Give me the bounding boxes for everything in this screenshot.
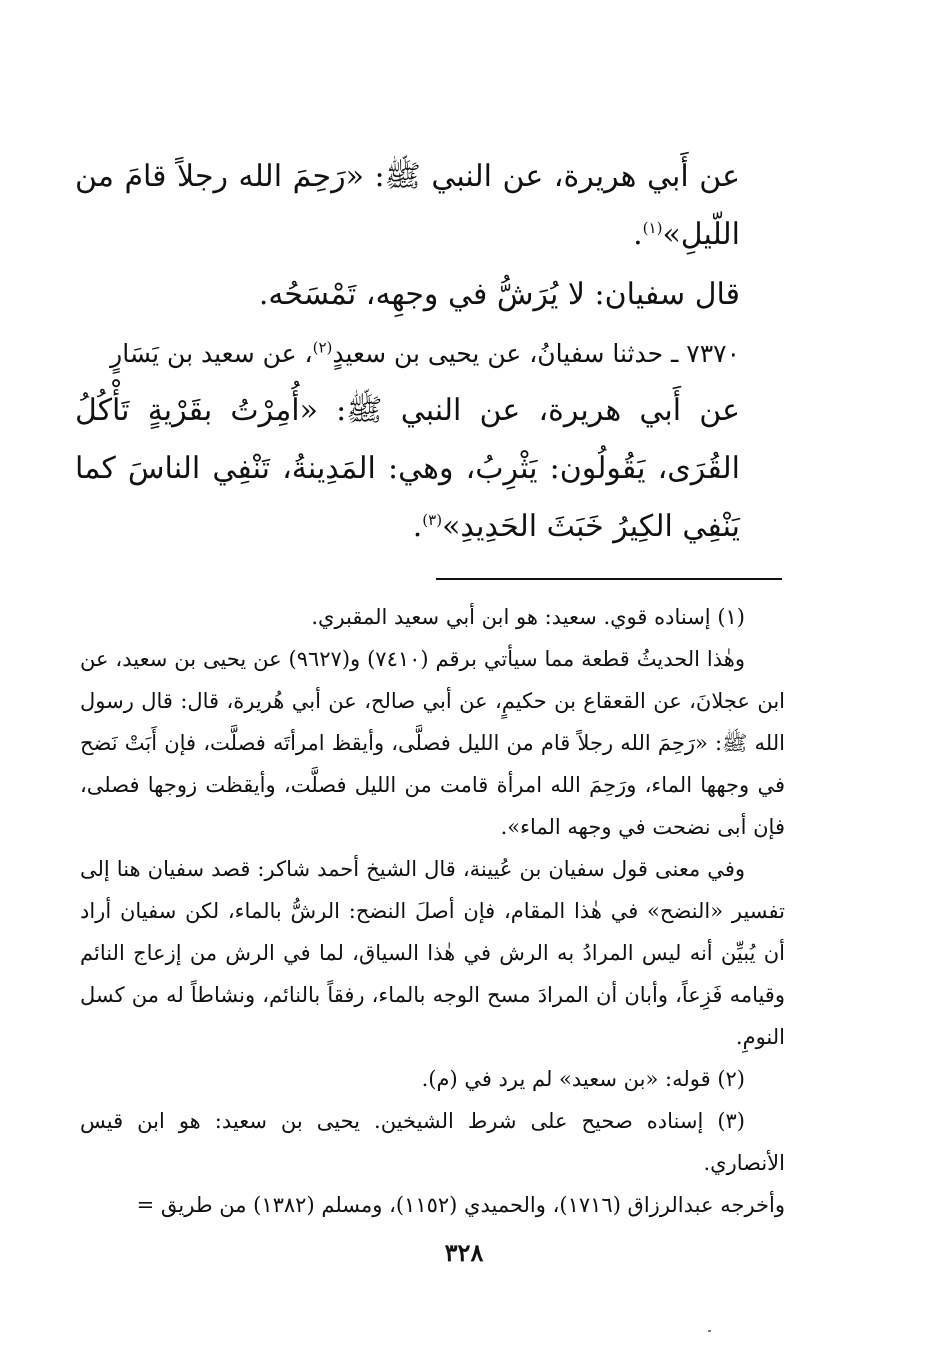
footnote-ref-2: (٢) (312, 338, 333, 357)
footnote-1-explanation: وفي معنى قول سفيان بن عُيينة، قال الشيخ أحمد شاكر: قصد سفيان هنا إلى تفسير «النضح» في هٰذا المقام، فإن أصلَ النضح: الرشُّ بالماء، لكن سفيان أراد أن يُبيِّن أنه ليس المرادُ به الرش في هٰذا السياق، لما في الرش من إزعاج النائم وقيامه فَزِعاً، وأبان أن المرادَ مسح الوجه بالماء، رفقاً بالنائم، ونشاطاً له من كسل النومِ. (80, 857, 785, 1049)
hadith-7370-isnad-end: ، عن سعيد بن يَسَارٍ (110, 339, 313, 368)
hadith-1-text-cont: اللّيلِ» (662, 217, 740, 252)
hadith-7370-matn-end: . (412, 509, 423, 544)
footnote-ref-3: (٣) (422, 511, 443, 529)
hadith-paragraph-1 (75, 148, 740, 264)
hadith-1-text: عن أَبي هريرة، عن النبي ﷺ: «رَحِمَ الله رجلاً قامَ من (75, 159, 740, 194)
footnotes (80, 596, 785, 1226)
hadith-1-end: . (633, 217, 643, 252)
footnote-3-detail: وأخرجه عبدالرزاق (١٧١٦)، والحميدي (١١٥٢)، ومسلم (١٣٨٢) من طريق = (136, 1193, 785, 1217)
page-number: ٣٢٨ (444, 1238, 484, 1267)
hadith-7370-matn (75, 382, 740, 556)
footnote-2: (٢) قوله: «بن سعيد» لم يرد في (م). (421, 1067, 745, 1091)
hadith-7370-isnad (75, 326, 740, 382)
footnote-3-line: (٣) إسناده صحيح على شرط الشيخين. يحيى بن سعيد: هو ابن قيس الأنصاري. (80, 1109, 785, 1175)
footnote-ref-1: (١) (642, 219, 663, 237)
footnote-1-line: (١) إسناده قوي. سعيد: هو ابن أبي سعيد المقبري. (311, 605, 745, 629)
hadith-7370-matn-text: عن أَبي هريرة، عن النبي ﷺ: «أُمِرْتُ بقَرْيةٍ تَأْكُلُ القُرَى، يَقُولُون: يَثْرِبُ، وهي: المَدِينةُ، تَنْفِي الناسَ كما يَنْفِي الكِيرُ خَبَثَ الحَدِيدِ» (75, 393, 740, 544)
main-text (75, 148, 740, 556)
footnote-1-detail: وهٰذا الحديثُ قطعة مما سيأتي برقم (٧٤١٠) و(٩٦٢٧) عن يحيى بن سعيد، عن ابن عجلانَ، عن القعقاع بن حكيمٍ، عن أبي صالح، عن أبي هُريرة، قال: قال رسول الله ﷺ: «رَحِمَ الله رجلاً قام من الليل فصلَّى، وأيقظ امرأتَه فصلَّت، فإن أَبَتْ نَضح في وجهها الماء، ورَحِمَ الله امرأة قامت من الليل فصلَّت، وأيقظت زوجها فصلى، فإن أبى نضحت في وجهه الماء». (80, 647, 785, 839)
footnote-separator (436, 578, 782, 580)
scan-dot (708, 1330, 711, 1332)
sufyan-comment: قال سفيان: لا يُرَشُّ في وجهِه، تَمْسَحُه. (258, 277, 740, 312)
hadith-7370-isnad-text: ٧٣٧٠ ـ حدثنا سفيانُ، عن يحيى بن سعيدٍ (332, 339, 740, 368)
